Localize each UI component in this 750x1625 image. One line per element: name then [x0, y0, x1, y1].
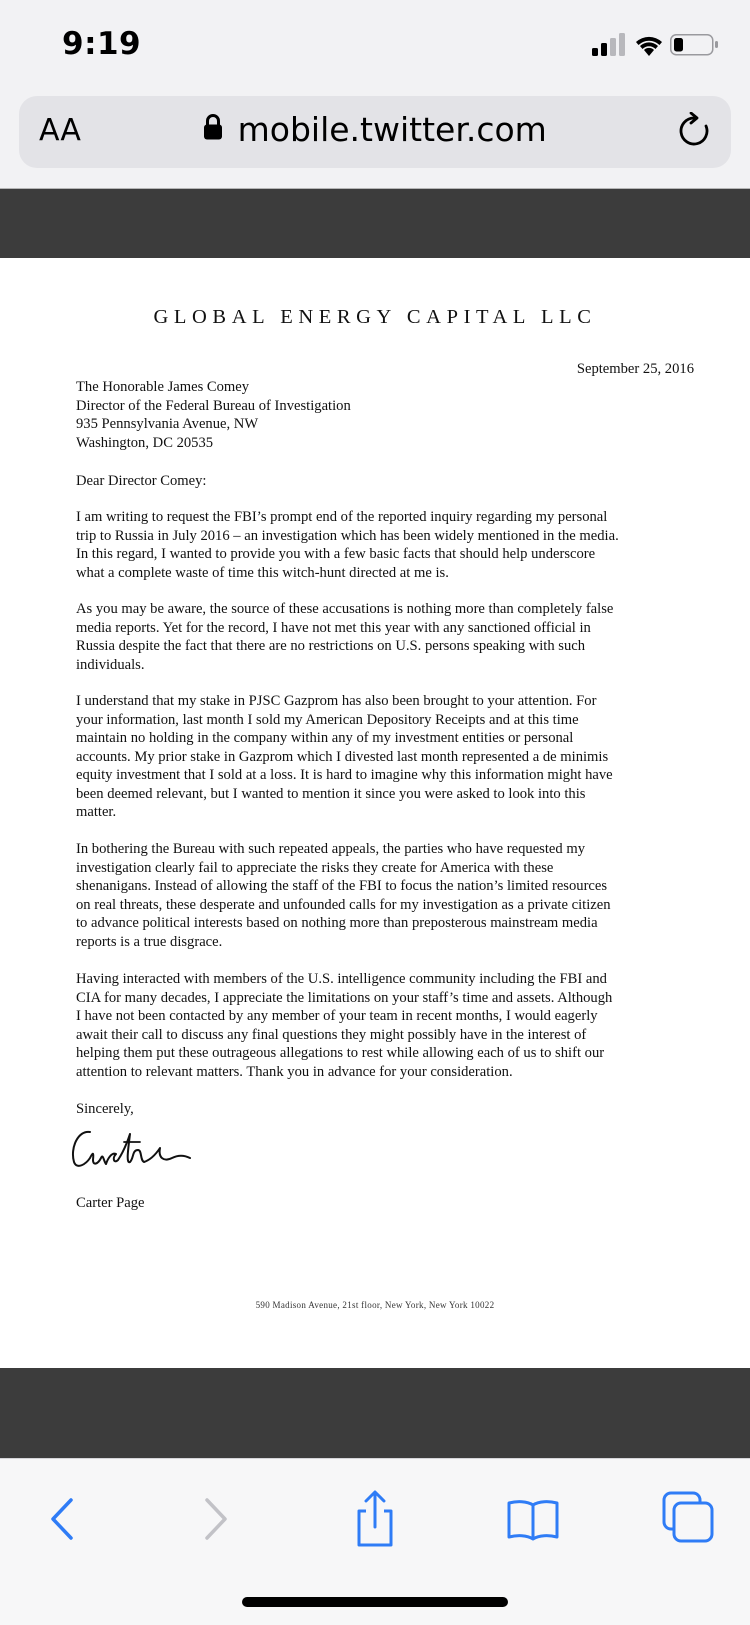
text-line: await their call to discuss any final questions they might possibly have in the interest of — [76, 1026, 587, 1043]
text-line: As you may be aware, the source of these accusations is nothing more than completely false — [76, 601, 614, 617]
text-line: individuals. — [76, 656, 145, 673]
closing: Sincerely, — [76, 1101, 134, 1117]
text-line: I am writing to request the FBI’s prompt end of the reported inquiry regarding my personal — [76, 509, 608, 525]
status-time: 9:19 — [62, 26, 142, 62]
text-line: been deemed relevant, but I wanted to mention it since you were asked to look into this — [76, 785, 586, 802]
address-line: The Honorable James Comey — [76, 379, 250, 395]
home-indicator[interactable] — [242, 1597, 508, 1607]
text-line: shenanigans. Instead of allowing the staff of the FBI to focus the nation’s limited resources — [76, 878, 608, 894]
letter-image — [0, 258, 750, 1368]
text-line: your information, last month I sold my American Depository Receipts and at this time — [76, 711, 579, 728]
book-icon — [503, 1489, 563, 1549]
paragraph-1 — [76, 508, 619, 582]
paragraph-3 — [76, 692, 613, 822]
text-line: attention to relevant matters. Thank you in advance for your consideration. — [76, 1063, 513, 1080]
text-line: on real threats, these desperate and unfounded calls for my investigation as a private citizen — [76, 896, 611, 913]
tabs-button[interactable] — [660, 1489, 720, 1549]
chevron-right-icon — [186, 1489, 246, 1549]
text-line: media reports. Yet for the record, I have not met this year with any sanctioned official in — [76, 619, 591, 636]
status-bar — [0, 0, 750, 90]
text-line: Having interacted with members of the U.S. intelligence community including the FBI and — [76, 971, 607, 987]
text-line: In bothering the Bureau with such repeated appeals, the parties who have requested my — [76, 841, 585, 857]
text-line: accounts. My prior stake in Gazprom which I divested last month represented a de minimis — [76, 748, 609, 765]
battery-icon — [671, 35, 718, 55]
address-line: 935 Pennsylvania Avenue, NW — [76, 416, 259, 432]
paragraph-4 — [76, 840, 611, 951]
tabs-icon — [660, 1489, 720, 1549]
salutation: Dear Director Comey: — [76, 473, 207, 489]
text-line: to advance political interests based on nothing more than preposterous mainstream media — [76, 915, 598, 931]
paragraph-5 — [76, 970, 612, 1081]
text-line: maintain no holding in the company within any of my investment entities or personal — [76, 730, 574, 746]
back-button[interactable] — [32, 1489, 92, 1549]
address-line: Director of the Federal Bureau of Investigation — [76, 397, 351, 414]
cellular-signal-icon — [592, 33, 625, 56]
reload-icon[interactable] — [675, 112, 713, 155]
address-line: Washington, DC 20535 — [76, 434, 214, 451]
letter-footer-address: 590 Madison Avenue, 21st floor, New York, New York 10022 — [255, 1300, 495, 1310]
text-line: what a complete waste of time this witch-hunt directed at me is. — [76, 564, 449, 581]
text-line: matter. — [76, 804, 117, 820]
letter-date: September 25, 2016 — [576, 361, 694, 377]
share-button[interactable] — [345, 1489, 405, 1549]
wifi-icon — [636, 37, 662, 56]
chevron-left-icon — [32, 1489, 92, 1549]
address-bar[interactable] — [19, 96, 731, 168]
image-backdrop-top — [0, 188, 750, 259]
forward-button[interactable] — [186, 1489, 246, 1549]
company-letterhead: GLOBAL ENERGY CAPITAL LLC — [153, 306, 597, 328]
text-line: I understand that my stake in PJSC Gazprom has also been brought to your attention. For — [76, 693, 597, 709]
bookmarks-button[interactable] — [503, 1489, 563, 1549]
share-icon — [345, 1489, 405, 1549]
lock-icon — [203, 113, 223, 146]
image-backdrop-bottom — [0, 1368, 750, 1458]
recipient-address — [76, 378, 351, 452]
signer-name: Carter Page — [76, 1195, 145, 1211]
paragraph-2 — [76, 600, 613, 674]
url-text: mobile.twitter.com — [237, 110, 547, 149]
text-line: CIA for many decades, I appreciate the limitations on your staff’s time and assets. Although — [76, 989, 613, 1006]
handwritten-signature — [68, 1120, 198, 1186]
text-line: In this regard, I wanted to provide you with a few basic facts that should help underscore — [76, 546, 596, 562]
text-line: investigation clearly fail to appreciate the risks they create for America with these — [76, 859, 554, 876]
text-line: trip to Russia in July 2016 – an investigation which has been widely mentioned in the media. — [76, 527, 619, 544]
reader-view-label: AA — [39, 113, 81, 148]
text-line: Russia despite the fact that there are no restrictions on U.S. persons speaking with such — [76, 638, 586, 654]
text-line: reports is a true disgrace. — [76, 933, 223, 950]
text-line: helping them put these outrageous allegations to rest while allowing each of us to shift our — [76, 1045, 605, 1061]
status-icons — [592, 30, 722, 60]
text-line: I have not been contacted by any member of your team in recent months, I would eagerly — [76, 1008, 598, 1024]
text-line: equity investment that I sold at a loss. It is hard to imagine why this information might have — [76, 767, 613, 783]
